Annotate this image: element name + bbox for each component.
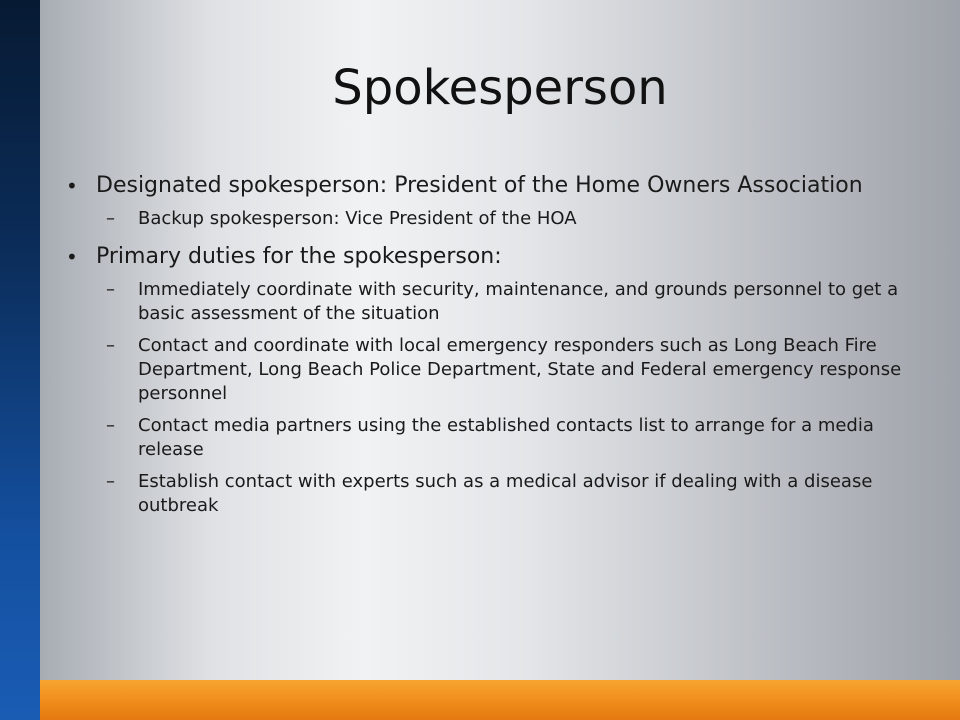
sub-bullet-item [88, 207, 908, 231]
sub-bullet-item [88, 470, 908, 518]
sub-bullet-item [88, 414, 908, 462]
bullet-text: Designated spokesperson: President of the Home Owners Association [96, 173, 863, 198]
dash-icon: – [106, 208, 115, 229]
sub-bullet-item [88, 278, 908, 326]
sub-bullet-text: Establish contact with experts such as a medical advisor if dealing with a disease outbreak [138, 471, 873, 516]
bottom-accent-band [40, 680, 960, 720]
dash-icon: – [106, 279, 115, 300]
bullet-item [66, 172, 908, 200]
sub-bullet-item [88, 334, 908, 406]
bullet-item [66, 243, 908, 271]
side-accent-bar [0, 0, 40, 720]
dash-icon: – [106, 335, 115, 356]
bullet-text: Primary duties for the spokesperson: [96, 244, 502, 269]
slide-title: Spokesperson [332, 60, 668, 116]
slide-body [66, 172, 908, 526]
bullet-icon: • [66, 174, 78, 198]
sub-bullet-text: Contact media partners using the established contacts list to arrange for a media release [138, 415, 874, 460]
sub-bullet-text: Contact and coordinate with local emergency responders such as Long Beach Fire Department, Long Beach Police Department, State and Federal emergency response personnel [138, 335, 902, 404]
sub-bullet-text: Backup spokesperson: Vice President of the HOA [138, 208, 577, 229]
dash-icon: – [106, 415, 115, 436]
bullet-icon: • [66, 245, 78, 269]
sub-bullet-text: Immediately coordinate with security, maintenance, and grounds personnel to get a basic assessment of the situation [138, 279, 899, 324]
dash-icon: – [106, 471, 115, 492]
